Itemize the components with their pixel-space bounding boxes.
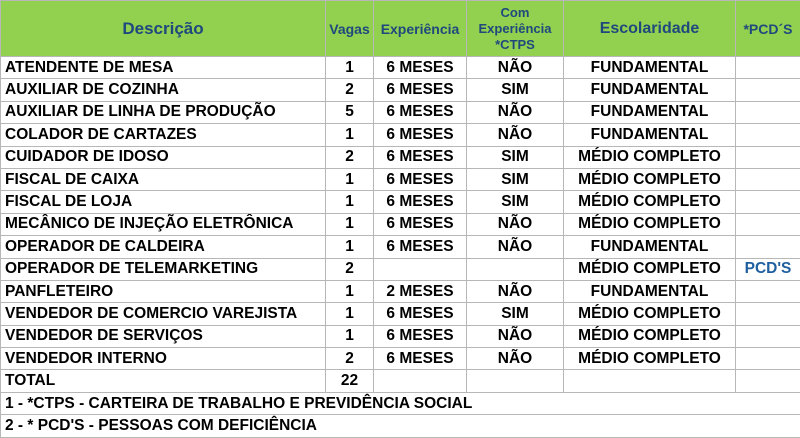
cell-pcd	[736, 124, 800, 146]
cell-pcd	[736, 325, 800, 347]
note-row-1	[1, 392, 800, 414]
cell-pcd	[736, 146, 800, 168]
cell-ctps: SIM	[467, 303, 564, 325]
cell-vagas: 1	[326, 57, 374, 79]
cell-escolaridade: FUNDAMENTAL	[564, 57, 736, 79]
note-ctps: 1 - *CTPS - CARTEIRA DE TRABALHO E PREVIDÊNCIA SOCIAL	[1, 392, 800, 414]
table-body	[1, 57, 800, 370]
total-empty-1	[374, 370, 467, 392]
cell-descricao: VENDEDOR DE SERVIÇOS	[1, 325, 326, 347]
cell-descricao: VENDEDOR INTERNO	[1, 348, 326, 370]
cell-vagas: 2	[326, 79, 374, 101]
cell-experiencia: 6 MESES	[374, 101, 467, 123]
header-com-experiencia: Com Experiência *CTPS	[467, 1, 564, 57]
cell-vagas: 1	[326, 191, 374, 213]
cell-pcd	[736, 213, 800, 235]
cell-descricao: MECÂNICO DE INJEÇÃO ELETRÔNICA	[1, 213, 326, 235]
cell-vagas: 1	[326, 213, 374, 235]
cell-pcd	[736, 79, 800, 101]
cell-escolaridade: MÉDIO COMPLETO	[564, 191, 736, 213]
cell-escolaridade: FUNDAMENTAL	[564, 101, 736, 123]
cell-experiencia	[374, 258, 467, 280]
cell-experiencia: 6 MESES	[374, 124, 467, 146]
cell-vagas: 2	[326, 348, 374, 370]
note-pcd: 2 - * PCD'S - PESSOAS COM DEFICIÊNCIA	[1, 415, 800, 437]
cell-escolaridade: FUNDAMENTAL	[564, 236, 736, 258]
total-label: TOTAL	[1, 370, 326, 392]
cell-experiencia: 6 MESES	[374, 146, 467, 168]
cell-escolaridade: MÉDIO COMPLETO	[564, 168, 736, 190]
header-vagas: Vagas	[326, 1, 374, 57]
cell-ctps: NÃO	[467, 236, 564, 258]
cell-pcd	[736, 191, 800, 213]
total-empty-4	[736, 370, 800, 392]
cell-descricao: ATENDENTE DE MESA	[1, 57, 326, 79]
cell-experiencia: 6 MESES	[374, 213, 467, 235]
cell-vagas: 1	[326, 325, 374, 347]
cell-descricao: FISCAL DE LOJA	[1, 191, 326, 213]
cell-pcd	[736, 303, 800, 325]
cell-vagas: 1	[326, 303, 374, 325]
cell-escolaridade: FUNDAMENTAL	[564, 79, 736, 101]
cell-descricao: OPERADOR DE CALDEIRA	[1, 236, 326, 258]
cell-descricao: AUXILIAR DE COZINHA	[1, 79, 326, 101]
cell-ctps: SIM	[467, 168, 564, 190]
cell-escolaridade: MÉDIO COMPLETO	[564, 325, 736, 347]
cell-descricao: AUXILIAR DE LINHA DE PRODUÇÃO	[1, 101, 326, 123]
cell-descricao: OPERADOR DE TELEMARKETING	[1, 258, 326, 280]
cell-pcd	[736, 168, 800, 190]
table-row	[1, 258, 800, 280]
total-empty-3	[564, 370, 736, 392]
cell-vagas: 2	[326, 258, 374, 280]
cell-ctps: NÃO	[467, 57, 564, 79]
header-row	[1, 1, 800, 57]
table-row	[1, 236, 800, 258]
table-row	[1, 168, 800, 190]
cell-ctps: NÃO	[467, 213, 564, 235]
cell-descricao: VENDEDOR DE COMERCIO VAREJISTA	[1, 303, 326, 325]
cell-vagas: 1	[326, 124, 374, 146]
cell-ctps: NÃO	[467, 124, 564, 146]
cell-pcd	[736, 348, 800, 370]
cell-ctps: SIM	[467, 146, 564, 168]
cell-escolaridade: FUNDAMENTAL	[564, 124, 736, 146]
header-experiencia: Experiência	[374, 1, 467, 57]
cell-vagas: 2	[326, 146, 374, 168]
note-row-2	[1, 415, 800, 437]
table-row	[1, 303, 800, 325]
table-row	[1, 213, 800, 235]
total-empty-2	[467, 370, 564, 392]
cell-escolaridade: MÉDIO COMPLETO	[564, 258, 736, 280]
cell-experiencia: 6 MESES	[374, 191, 467, 213]
header-escolaridade: Escolaridade	[564, 1, 736, 57]
cell-pcd	[736, 101, 800, 123]
cell-ctps: SIM	[467, 79, 564, 101]
cell-vagas: 1	[326, 168, 374, 190]
table-row	[1, 101, 800, 123]
total-row	[1, 370, 800, 392]
cell-ctps: NÃO	[467, 348, 564, 370]
cell-vagas: 1	[326, 236, 374, 258]
cell-escolaridade: MÉDIO COMPLETO	[564, 213, 736, 235]
table-row	[1, 348, 800, 370]
cell-ctps: NÃO	[467, 325, 564, 347]
cell-ctps: NÃO	[467, 280, 564, 302]
table-row	[1, 146, 800, 168]
cell-descricao: FISCAL DE CAIXA	[1, 168, 326, 190]
cell-experiencia: 2 MESES	[374, 280, 467, 302]
cell-experiencia: 6 MESES	[374, 303, 467, 325]
cell-descricao: CUIDADOR DE IDOSO	[1, 146, 326, 168]
cell-experiencia: 6 MESES	[374, 57, 467, 79]
cell-descricao: PANFLETEIRO	[1, 280, 326, 302]
table-row	[1, 124, 800, 146]
cell-escolaridade: MÉDIO COMPLETO	[564, 146, 736, 168]
cell-vagas: 1	[326, 280, 374, 302]
cell-pcd: PCD'S	[736, 258, 800, 280]
cell-experiencia: 6 MESES	[374, 325, 467, 347]
header-descricao: Descrição	[1, 1, 326, 57]
table-row	[1, 79, 800, 101]
cell-escolaridade: MÉDIO COMPLETO	[564, 348, 736, 370]
header-pcd: *PCD´S	[736, 1, 800, 57]
cell-ctps: NÃO	[467, 101, 564, 123]
cell-descricao: COLADOR DE CARTAZES	[1, 124, 326, 146]
total-vagas: 22	[326, 370, 374, 392]
cell-experiencia: 6 MESES	[374, 236, 467, 258]
cell-escolaridade: MÉDIO COMPLETO	[564, 303, 736, 325]
cell-ctps	[467, 258, 564, 280]
table-row	[1, 325, 800, 347]
table-row	[1, 191, 800, 213]
table-row	[1, 57, 800, 79]
cell-experiencia: 6 MESES	[374, 168, 467, 190]
cell-pcd	[736, 280, 800, 302]
table-row	[1, 280, 800, 302]
cell-experiencia: 6 MESES	[374, 79, 467, 101]
cell-pcd	[736, 236, 800, 258]
cell-vagas: 5	[326, 101, 374, 123]
cell-escolaridade: FUNDAMENTAL	[564, 280, 736, 302]
cell-pcd	[736, 57, 800, 79]
cell-experiencia: 6 MESES	[374, 348, 467, 370]
cell-ctps: SIM	[467, 191, 564, 213]
